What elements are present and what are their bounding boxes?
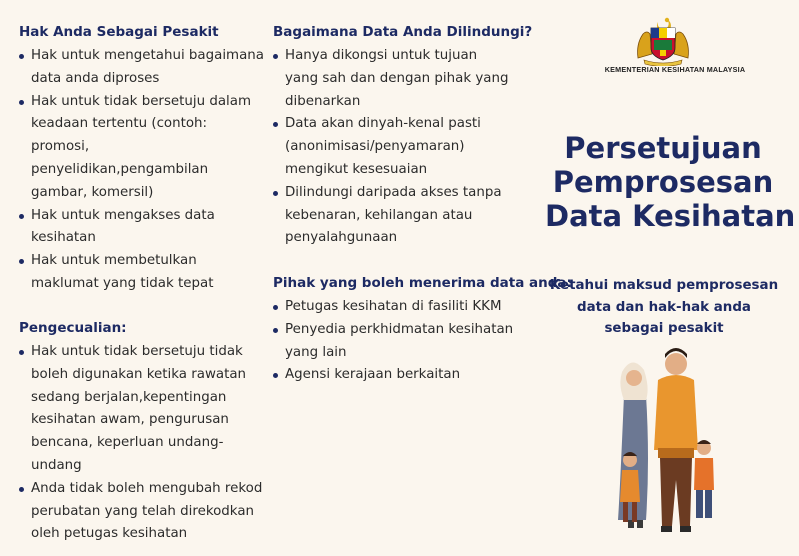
- page-title: [545, 131, 796, 233]
- malaysia-coat-of-arms-icon: [634, 14, 692, 66]
- list-item: Hak untuk tidak bersetuju tidak boleh digunakan ketika rawatan sedang berjalan,kepentingan kesihatan awam, pengurusan bencana, keperluan undang-undang: [19, 341, 264, 478]
- exceptions-list: [19, 341, 264, 546]
- list-item: Anda tidak boleh mengubah rekod perubatan yang telah direkodkan oleh petugas kesihatan: [19, 478, 264, 546]
- ministry-name: KEMENTERIAN KESIHATAN MALAYSIA: [604, 65, 746, 74]
- list-item: Dilindungi daripada akses tanpa kebenaran, kehilangan atau penyalahgunaan: [273, 182, 511, 250]
- list-item: Hak untuk membetulkan maklumat yang tidak tepat: [19, 250, 264, 296]
- rights-list: [19, 45, 264, 296]
- list-item: Penyedia perkhidmatan kesihatan yang lain: [273, 319, 518, 365]
- exceptions-heading: Pengecualian:: [19, 320, 127, 336]
- list-item: Hak untuk mengetahui bagaimana data anda diproses: [19, 45, 264, 91]
- list-item: Petugas kesihatan di fasiliti KKM: [273, 296, 518, 319]
- protection-heading: Bagaimana Data Anda Dilindungi?: [273, 24, 533, 40]
- rights-heading: Hak Anda Sebagai Pesakit: [19, 24, 219, 40]
- subtitle: [546, 275, 782, 340]
- protection-list: [273, 45, 511, 250]
- list-item: Data akan dinyah-kenal pasti (anonimisasi/penyamaran) mengikut kesesuaian: [273, 113, 511, 181]
- recipients-heading: Pihak yang boleh menerima data anda:: [273, 275, 572, 291]
- subtitle-line: sebagai pesakit: [604, 321, 724, 336]
- list-item: Hak untuk mengakses data kesihatan: [19, 205, 264, 251]
- subtitle-line: Ketahui maksud pemprosesan: [549, 278, 779, 293]
- list-item: Agensi kerajaan berkaitan: [273, 364, 518, 387]
- subtitle-line: data dan hak-hak anda: [577, 299, 751, 315]
- title-line: Pemprosesan: [552, 165, 774, 199]
- recipients-list: [273, 296, 518, 387]
- list-item: Hak untuk tidak bersetuju dalam keadaan tertentu (contoh: promosi, penyelidikan,pengambilan gambar, komersil): [19, 91, 264, 205]
- list-item: Hanya dikongsi untuk tujuan yang sah dan dengan pihak yang dibenarkan: [273, 45, 511, 113]
- family-illustration: [606, 340, 746, 536]
- title-line: Persetujuan: [564, 131, 762, 165]
- title-line: Data Kesihatan: [545, 199, 796, 233]
